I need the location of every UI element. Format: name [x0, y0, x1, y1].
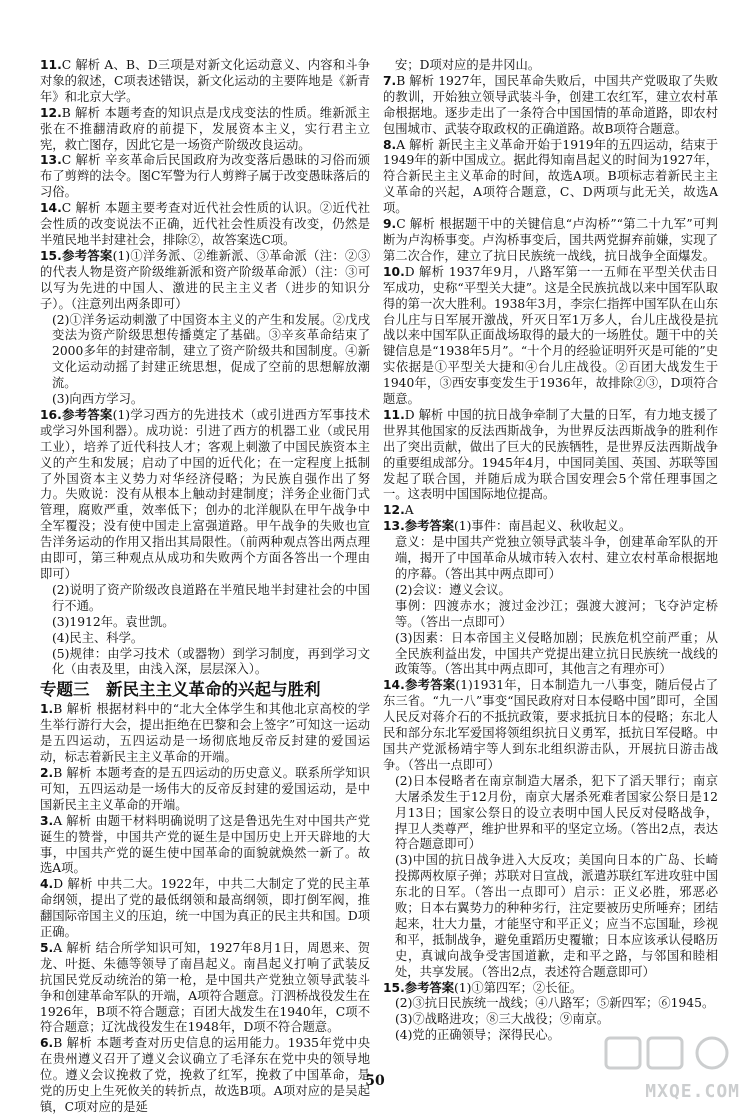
- answer-text: (1)事件：南昌起义、秋收起义。: [454, 519, 632, 534]
- answer-text: B 解析 根据材料中的“北大全体学生和其他北京高校的学生举行游行大会，提出拒绝在巴黎和会上签字”可知这一运动是五四运动，五四运动是一场彻底地反帝反封建的爱国运动，标志着新民主主义革命的开端。: [40, 702, 370, 765]
- answer-entry: [383, 981, 718, 997]
- question-number: 10.: [383, 264, 405, 279]
- question-number: 12.: [383, 503, 405, 518]
- answer-subline: (2)会议：遵义会议。: [395, 582, 511, 597]
- question-number: 14.: [383, 678, 405, 693]
- question-number: 7.: [383, 73, 397, 88]
- answer-subline: (2)③抗日民族统一战线；④八路军；⑤新四军；⑥1945。: [395, 996, 715, 1011]
- answer-subline: (2)日本侵略者在南京制造大屠杀，犯下了滔天罪行；南京大屠杀发生于12月份，南京大屠杀死难者国家公祭日是12月13日；国家公祭日的设立表明中国人民反对侵略战争，捍卫人类尊严，维护世界和平的坚定立场。（答出2点，表达符合题意即可）: [395, 773, 718, 852]
- answer-tag: 参考答案: [61, 407, 113, 422]
- answer-subline: (3)因素：日本帝国主义侵略加剧；民族危机空前严重；从全民族利益出发，中国共产党提出建立抗日民族统一战线的政策等。（答出其中两点即可，其他言之有理亦可）: [395, 630, 718, 677]
- answer-subline: 事例：四渡赤水；渡过金沙江；强渡大渡河；飞夺泸定桥等。（答出一点即可）: [395, 598, 718, 629]
- answer-entry: [383, 74, 718, 138]
- answer-entry: [383, 217, 718, 265]
- answer-entry: [383, 138, 718, 218]
- answer-subline: 安；D项对应的是井冈山。: [395, 58, 541, 72]
- answer-text: (1)1931年，日本制造九一八事变，随后侵占了东三省。“九一八”事变“国民政府对日本侵略中国”即可，全国人民反对蒋介石的不抵抗政策，要求抵抗日本的侵略；东北人民和部分东北军爱国将领组织抗日义勇军，抵抗日军侵略。中国共产党派杨靖宇等人到东北组织游击队，开展抗日游击战争。（答出一点即可）: [383, 678, 718, 772]
- question-number: 5.: [40, 940, 54, 955]
- question-number: 3.: [40, 813, 54, 828]
- answer-text: A 解析 新民主主义革命开始于1919年的五四运动，结束于1949年的新中国成立。据此得知南昌起义的时间为1927年，符合新民主主义革命的时间，故选A项。B项标志着新民主主义革命的兴起，A项符合题意，C、D两项与此无关，故选A项。: [383, 137, 718, 216]
- answer-entry: [40, 814, 370, 878]
- answer-text: D 解析 中共二大。1922年，中共二大制定了党的民主革命纲领，提出了党的最低纲领和最高纲领，即打倒军阀，推翻国际帝国主义的压迫，统一中国为真正的民主共和国。D项正确。: [40, 877, 370, 940]
- answer-tag: 参考答案: [61, 248, 113, 263]
- answer-text: B 解析 1927年，国民革命失败后，中国共产党吸取了失败的教训，开始独立领导武装斗争，创建工农红军，建立农村革命根据地。逐步走出了一条符合中国国情的革命道路，即农村包围城市、武装夺取政权的正确道路。故B项符合题意。: [383, 73, 718, 136]
- question-number: 11.: [383, 407, 405, 422]
- answer-text: C 解析 根据题干中的关键信息“卢沟桥”“第二十九军”可判断为卢沟桥事变。卢沟桥事变后，国共两党摒弃前嫌，实现了第二次合作，建立了抗日民族统一战线，抗日战争全面爆发。: [383, 217, 718, 263]
- answer-entry: [383, 678, 718, 773]
- answer-entry: [40, 106, 370, 154]
- answer-entry: [383, 503, 718, 519]
- answer-tag: 参考答案: [404, 980, 454, 995]
- answer-subline: (2)说明了资产阶级改良道路在半殖民地半封建社会的中国行不通。: [52, 582, 370, 613]
- answer-subline: (3)1912年。袁世凯。: [52, 614, 175, 629]
- answer-subline: (2)①洋务运动刺激了中国资本主义的产生和发展。②戊戌变法为资产阶级思想传播奠定了基础。③辛亥革命结束了2000多年的封建帝制，建立了资产阶级共和国制度。④新文化运动动摇了封建正统思想，促成了空前的思想解放潮流。: [52, 312, 370, 391]
- question-number: 4.: [40, 877, 54, 892]
- answer-text: D 解析 1937年9月，八路军第一一五师在平型关伏击日军成功，史称“平型关大捷”。这是全民族抗战以来中国军队取得的第一次大胜利。1938年3月，李宗仁指挥中国军队在山东台儿庄与日军展开激战，歼灭日军1万多人，台儿庄战役是抗战以来中国军队正面战场取得的最大的一场胜仗。题干中的关键信息是“1938年5月”。“十个月的经验证明歼灭是可能的”史实依据是①平型关大捷和④台儿庄战役。②百团大战发生于1940年，③西安事变发生于1936年，故排除②③，D项符合题意。: [383, 264, 718, 407]
- watermark-logo: [600, 1032, 740, 1102]
- left-column: [40, 58, 370, 1116]
- question-number: 1.: [40, 702, 54, 717]
- answer-entry: [40, 249, 370, 313]
- answer-entry: [40, 201, 370, 249]
- answer-entry: [40, 153, 370, 201]
- answer-subline: (3)⑦战略进攻；⑧三大战役；⑨南京。: [395, 1012, 610, 1027]
- question-number: 13.: [40, 153, 62, 168]
- answer-text: D 解析 中国的抗日战争牵制了大量的日军，有力地支援了世界其他国家的反法西斯战争，为世界反法西斯战争的胜利作出了突出贡献，做出了巨大的民族牺牲，是世界反法西斯战争的重要组成部分。1945年4月，中国同美国、英国、苏联等国发起了联合国，并随后成为联合国安理会5个常任理事国之一。这表明中国国际地位提高。: [383, 407, 718, 502]
- answer-text: B 解析 本题考查的知识点是戊戌变法的性质。维新派主张在不推翻清政府的前提下，发展资本主义，实行君主立宪，救亡图存，因此它是一场资产阶级改良运动。: [40, 105, 370, 152]
- answer-text: A 解析 结合所学知识可知，1927年8月1日，周恩来、贺龙、叶挺、朱德等领导了南昌起义。南昌起义打响了武装反抗国民党反动统治的第一枪，是中国共产党独立领导武装斗争和创建革命军队的开端，A项符合题意。汀泗桥战役发生在1926年，B项不符合题意；百团大战发生在1940年，C项不符合题意；辽沈战役发生在1948年，D项不符合题意。: [40, 940, 370, 1035]
- answer-subline: (3)中国的抗日战争进入大反攻；美国向日本的广岛、长崎投掷两枚原子弹；苏联对日宣战，派遣苏联红军进攻驻中国东北的日军。（答出一点即可）启示：正义必胜，邪恶必败；日本右翼势力的种种劣行，注定要被历史所唾弃；团结起来，壮大力量，才能坚守和平正义；应当不忘国耻，珍视和平，抵制战争，避免重蹈历史覆辙；日本应该承认侵略历史，真诚向战争受害国道歉，走和平之路，与邻国和睦相处，共享发展。（答出2点，表述符合题意即可）: [395, 853, 718, 979]
- answer-text: C 解析 A、B、D三项是对新文化运动意义、内容和斗争对象的叙述，C项表述错误，新文化运动的主要阵地是《新青年》和北京大学。: [40, 58, 370, 104]
- answer-subline: (4)党的正确领导；深得民心。: [395, 1028, 560, 1043]
- question-number: 14.: [40, 201, 62, 216]
- question-number: 15.: [383, 980, 405, 995]
- question-number: 12.: [40, 105, 62, 120]
- question-number: 9.: [383, 217, 397, 232]
- question-number: 11.: [40, 58, 62, 72]
- answer-text: C 解析 本题主要考查对近代社会性质的认识。②近代社会性质的改变说法不正确，近代社会性质没有改变，仍然是半殖民地半封建社会，排除②，故答案选C项。: [40, 201, 370, 247]
- answer-text: C 解析 辛亥革命后民国政府为改变落后愚昧的习俗而颁布了剪辫的法令。图C军警为行人剪辫子属于改变愚昧落后的习俗。: [40, 153, 370, 200]
- answer-entry: [40, 58, 370, 106]
- answer-subline: (4)民主、科学。: [52, 630, 144, 645]
- answer-text: (1)学习西方的先进技术（或引进西方军事技术或学习外国利器）。成功说：引进了西方的机器工业（或民用工业），培养了近代科技人才；客观上刺激了中国民族资本主义的产生和发展；启动了中国的近代化；在一定程度上抵制了外国资本主义势力对华经济侵略；为民族自强作出了努力。失败说：没有从根本上触动封建制度；洋务企业衙门式管理，腐败严重，效率低下；创办的北洋舰队在甲午战争中全军覆没；没有使中国走上富强道路。甲午战争的失败也宣告洋务运动的作用又指出其局限性。（前两种观点答出两点理由即可，第三种观点从成功和失败两个方面各答出一个理由即可）: [40, 407, 370, 581]
- answer-entry: [383, 519, 718, 535]
- question-number: 15.: [40, 248, 62, 263]
- question-number: 2.: [40, 765, 54, 780]
- answer-text: A 解析 由题干材料明确说明了这是鲁迅先生对中国共产党诞生的赞誉，中国共产党的诞生是中国历史上开天辟地的大事，中国共产党的诞生使中国革命的面貌就焕然一新了。故选A项。: [40, 813, 370, 876]
- answer-text: (1)①第四军；②长征。: [454, 980, 583, 995]
- right-column: [383, 58, 718, 1044]
- watermark-text: MXQE.COM: [645, 1081, 740, 1102]
- answer-text: A: [404, 503, 414, 518]
- answer-entry: [40, 941, 370, 1036]
- question-number: 8.: [383, 137, 397, 152]
- answer-entry: [40, 877, 370, 941]
- answer-text: (1)①洋务派、②维新派、③革命派（注：②③的代表人物是资产阶级维新派和资产阶级革命派）（注：③可以写为先进的中国人、激进的民主主义者（进步的知识分子）。（注意列出两条即可）: [40, 248, 370, 311]
- answer-entry: [383, 265, 718, 408]
- answer-entry: [40, 702, 370, 766]
- watermark-stamp-icon: [600, 1032, 740, 1082]
- answer-tag: 参考答案: [404, 678, 456, 693]
- answer-subline: (3)向西方学习。: [52, 392, 144, 407]
- answer-entry: [40, 408, 370, 583]
- answer-subline: 意义：是中国共产党独立领导武装斗争，创建革命军队的开端，揭开了中国革命从城市转入农村、建立农村革命根据地的序幕。（答出其中两点即可）: [395, 535, 718, 581]
- answer-entry: [383, 408, 718, 503]
- answer-text: B 解析 本题考查的是五四运动的历史意义。联系所学知识可知，五四运动是一场伟大的反帝反封建的爱国运动，是中国新民主主义革命的开端。: [40, 765, 370, 812]
- page-number: 50: [365, 1073, 385, 1089]
- answer-tag: 参考答案: [404, 519, 454, 534]
- question-number: 16.: [40, 407, 62, 422]
- answer-entry: [40, 766, 370, 814]
- answer-subline: (5)规律：由学习技术（或器物）到学习制度，再到学习文化（由表及里，由浅入深，层层深入）。: [52, 646, 370, 677]
- section-title: 专题三 新民主主义革命的兴起与胜利: [40, 680, 321, 700]
- question-number: 6.: [40, 1036, 54, 1051]
- question-number: 13.: [383, 519, 405, 534]
- answer-text: B 解析 本题考查对历史信息的运用能力。1935年党中央在贵州遵义召开了遵义会议确立了毛泽东在党中央的领导地位。遵义会议挽救了党，挽救了红军，挽救了中国革命，是党的历史上生死攸关的转折点，故选B项。A项对应的是吴起镇，C项对应的是延: [40, 1036, 370, 1114]
